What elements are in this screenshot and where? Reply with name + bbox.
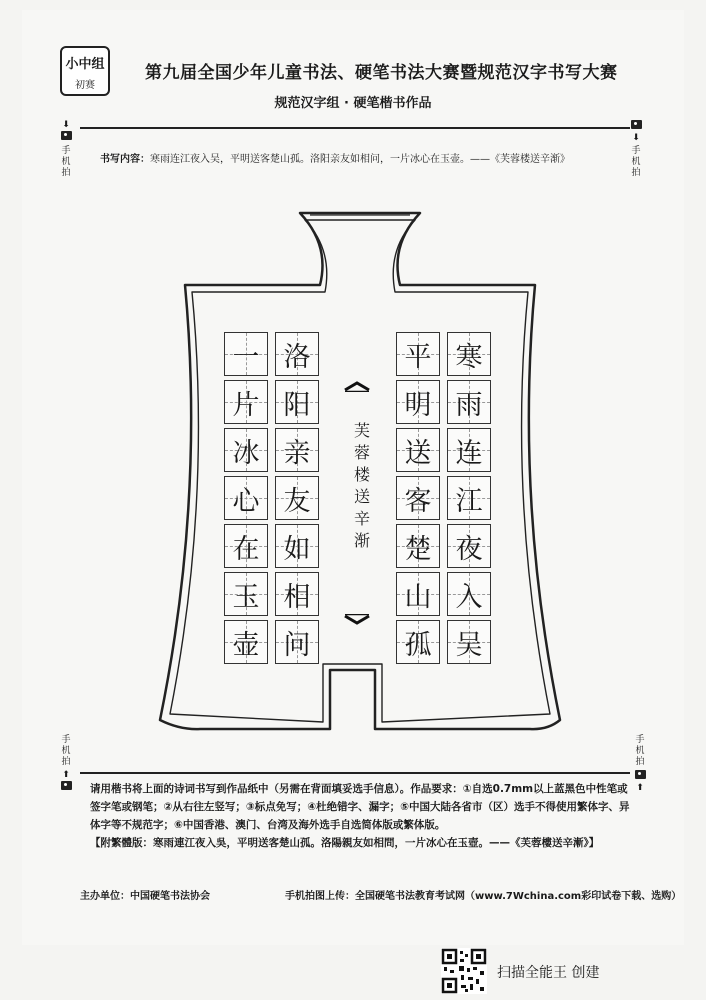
- grid-cell: 问: [275, 620, 319, 664]
- grid-cell: 片: [224, 380, 268, 424]
- grid-cell: 亲: [275, 428, 319, 472]
- arrow-up-icon: ⬆: [62, 770, 70, 780]
- writing-content-text: 寒雨连江夜入吴，平明送客楚山孤。洛阳亲友如相问，一片冰心在玉壶。——《芙蓉楼送辛渐》: [150, 154, 570, 165]
- grid-cell: 江: [447, 476, 491, 520]
- phone-photo-label: 手机拍: [61, 146, 71, 178]
- poem-title-char: 辛: [353, 509, 370, 528]
- arrow-up-icon: ⬆: [636, 783, 644, 793]
- instructions: [90, 780, 630, 852]
- grid-cell: 在: [224, 524, 268, 568]
- traditional-version: 【附繁體版：寒雨連江夜入吳，平明送客楚山孤。洛陽親友如相問，一片冰心在玉壺。——《芙蓉樓送辛漸》】: [90, 837, 600, 849]
- poem-title-char: 芙: [353, 421, 370, 440]
- badge-round: 初赛: [75, 80, 95, 91]
- grid-cell: 夜: [447, 524, 491, 568]
- arrow-down-icon: ⬇: [62, 120, 70, 130]
- title-bottom-bracket: [343, 614, 371, 626]
- phone-photo-label: 手机拍: [635, 735, 645, 767]
- column-2: [396, 332, 440, 668]
- qr-code-icon: [441, 948, 487, 994]
- grid-cell: 送: [396, 428, 440, 472]
- instructions-intro: 请用楷书将上面的诗词书写到作品纸中（另需在背面填妥选手信息）。: [90, 783, 411, 795]
- writing-content-label: 书写内容：: [100, 154, 150, 165]
- grid-cell: 壶: [224, 620, 268, 664]
- grid-cell: 相: [275, 572, 319, 616]
- badge-group: 小中组: [65, 57, 105, 72]
- poem-title-char: 送: [353, 487, 370, 506]
- grid-cell: 孤: [396, 620, 440, 664]
- grid-cell: 楚: [396, 524, 440, 568]
- organizer: 主办单位：中国硬笔书法协会: [80, 891, 210, 902]
- grid-cell: 平: [396, 332, 440, 376]
- contest-subtitle: 规范汉字组 · 硬笔楷书作品: [274, 96, 432, 111]
- grid-cell: 一: [224, 332, 268, 376]
- arrow-down-icon: ⬇: [632, 133, 640, 143]
- instructions-requirements: 作品要求：①自选0.7mm以上蓝黑色中性笔或签字笔或钢笔；②从右往左竖写；③标点免写；④杜绝错字、漏字；⑤中国大陆各省市（区）选手不得使用繁体字、异体字等不规范字；⑥中国香港、澳门、台湾及海外选手自选简体版或繁体版。: [90, 783, 630, 831]
- grid-cell: 客: [396, 476, 440, 520]
- scanner-label: 扫描全能王 创建: [497, 965, 600, 981]
- grid-cell: 如: [275, 524, 319, 568]
- grid-cell: 寒: [447, 332, 491, 376]
- grid-cell: 雨: [447, 380, 491, 424]
- grid-cell: 明: [396, 380, 440, 424]
- poem-title-char: 楼: [353, 465, 370, 484]
- column-1: [447, 332, 491, 668]
- contest-title: 第九届全国少年儿童书法、硬笔书法大赛暨规范汉字书写大赛: [145, 63, 618, 83]
- title-top-bracket: [343, 380, 371, 392]
- poem-title-char: 渐: [353, 531, 370, 550]
- grid-cell: 友: [275, 476, 319, 520]
- grid-cell: 阳: [275, 380, 319, 424]
- grid-cell: 山: [396, 572, 440, 616]
- poem-title: [350, 420, 374, 552]
- grid-cell: 连: [447, 428, 491, 472]
- upload-info: 手机拍图上传：全国硬笔书法教育考试网（www.7Wchina.com彩印试卷下载、选购）: [285, 891, 682, 902]
- poem-title-char: 蓉: [353, 443, 370, 462]
- column-3: [275, 332, 319, 668]
- phone-photo-label: 手机拍: [61, 735, 71, 767]
- grid-cell: 洛: [275, 332, 319, 376]
- grid-cell: 玉: [224, 572, 268, 616]
- column-4: [224, 332, 268, 668]
- grid-cell: 入: [447, 572, 491, 616]
- grid-cell: 冰: [224, 428, 268, 472]
- grid-cell: 吴: [447, 620, 491, 664]
- phone-photo-label: 手机拍: [631, 146, 641, 178]
- grid-cell: 心: [224, 476, 268, 520]
